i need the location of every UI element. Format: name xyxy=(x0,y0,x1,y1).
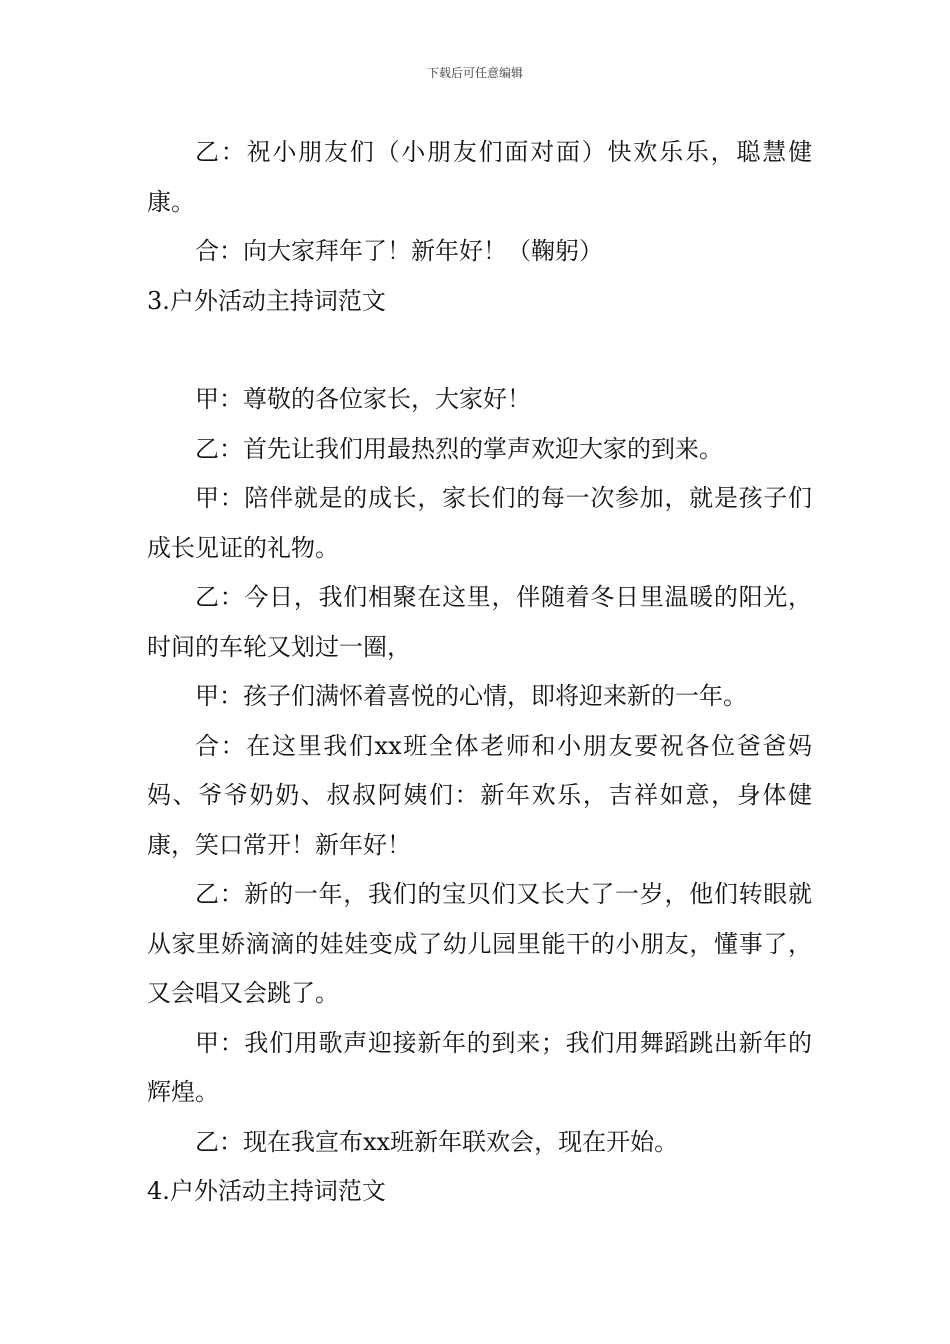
paragraph-5: 甲：陪伴就是的成长，家长们的每一次参加，就是孩子们成长见证的礼物。 xyxy=(147,484,812,562)
paragraph-9: 乙：新的一年，我们的宝贝们又长大了一岁，他们转眼就从家里娇滴滴的娃娃变成了幼儿园里能干的小朋友，懂事了，又会唱又会跳了。 xyxy=(147,880,812,1007)
paragraph-2: 合：向大家拜年了！新年好！（鞠躬） xyxy=(195,237,603,265)
paragraph-4: 乙：首先让我们用最热烈的掌声欢迎大家的到来。 xyxy=(195,434,723,463)
paragraph-6: 乙：今日，我们相聚在这里，伴随着冬日里温暖的阳光，时间的车轮又划过一圈， xyxy=(147,583,812,661)
section-heading-3: 3.户外活动主持词范文 xyxy=(147,286,386,315)
section-heading-4: 4.户外活动主持词范文 xyxy=(147,1177,386,1205)
paragraph-10: 甲：我们用歌声迎接新年的到来；我们用舞蹈跳出新年的辉煌。 xyxy=(147,1028,812,1106)
section-spacer xyxy=(147,326,812,375)
paragraph-1: 乙：祝小朋友们（小朋友们面对面）快欢乐乐，聪慧健康。 xyxy=(147,138,812,216)
paragraph-11: 乙：现在我宣布xx班新年联欢会，现在开始。 xyxy=(195,1127,679,1156)
paragraph-8: 合：在这里我们xx班全体老师和小朋友要祝各位爸爸妈妈、爷爷奶奶、叔叔阿姨们：新年欢乐，吉祥如意，身体健康，笑口常开！新年好！ xyxy=(147,731,812,859)
paragraph-7: 甲：孩子们满怀着喜悦的心情，即将迎来新的一年。 xyxy=(195,682,747,710)
document-body xyxy=(147,128,812,1217)
page-header-note: 下载后可任意编辑 xyxy=(426,66,523,80)
paragraph-3: 甲：尊敬的各位家长，大家好！ xyxy=(195,385,531,413)
